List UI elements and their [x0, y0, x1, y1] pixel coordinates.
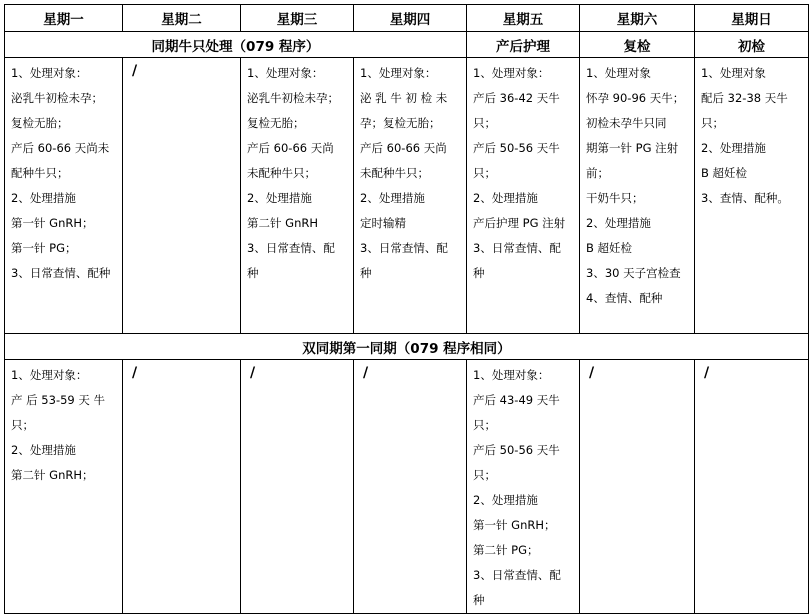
section1-saturday-label: 复检: [580, 32, 695, 58]
s1-thursday-text: 1、处理对象： 泌 乳 牛 初 检 未 孕；复检无胎； 产后 60-66 天尚 未配种牛只； 2、处理措施 定时输精 3、日常查情、配 种: [360, 66, 448, 280]
schedule-table: [4, 4, 809, 614]
s2-friday-cell: [467, 360, 580, 614]
s1-sunday-cell: [695, 58, 809, 334]
s2-tuesday-text: /: [132, 365, 138, 381]
s2-wednesday-text: /: [250, 365, 256, 381]
s2-monday-cell: [5, 360, 123, 614]
s2-thursday-text: /: [363, 365, 369, 381]
header-row: [5, 5, 809, 32]
s2-sunday-cell: [695, 360, 809, 614]
s1-wednesday-cell: [241, 58, 354, 334]
header-friday: 星期五: [467, 5, 580, 32]
header-wednesday: 星期三: [241, 5, 354, 32]
s1-saturday-cell: [580, 58, 695, 334]
s2-wednesday-cell: [241, 360, 354, 614]
s2-saturday-cell: [580, 360, 695, 614]
s1-monday-cell: [5, 58, 123, 334]
s1-tuesday-cell: [123, 58, 241, 334]
section2-body-row: [5, 360, 809, 614]
header-thursday: 星期四: [354, 5, 467, 32]
s2-friday-text: 1、处理对象： 产后 43-49 天牛 只； 产后 50-56 天牛 只； 2、处理措施 第一针 GnRH； 第二针 PG； 3、日常查情、配 种: [473, 368, 561, 607]
section2-label-row: [5, 334, 809, 360]
s1-wednesday-text: 1、处理对象： 泌乳牛初检未孕； 复检无胎； 产后 60-66 天尚 未配种牛只； 2、处理措施 第二针 GnRH 3、日常查情、配 种: [247, 66, 339, 280]
section1-friday-label: 产后护理: [467, 32, 580, 58]
s1-saturday-text: 1、处理对象 怀孕 90-96 天牛； 初检未孕牛只同 期第一针 PG 注射 前； 干奶牛只； 2、处理措施 B 超妊检 3、30 天子宫检查 4、查情、配种: [586, 66, 685, 305]
s1-friday-text: 1、处理对象： 产后 36-42 天牛 只； 产后 50-56 天牛 只； 2、处理措施 产后护理 PG 注射 3、日常查情、配 种: [473, 66, 566, 280]
s2-tuesday-cell: [123, 360, 241, 614]
header-tuesday: 星期二: [123, 5, 241, 32]
section1-sunday-label: 初检: [695, 32, 809, 58]
s2-saturday-text: /: [589, 365, 595, 381]
section1-title: 同期牛只处理（079 程序）: [5, 32, 467, 58]
header-sunday: 星期日: [695, 5, 809, 32]
s1-monday-text: 1、处理对象： 泌乳牛初检未孕； 复检无胎； 产后 60-66 天尚未 配种牛只； 2、处理措施 第一针 GnRH； 第一针 PG； 3、日常查情、配种: [11, 66, 111, 280]
section2-title: 双同期第一同期（079 程序相同）: [5, 334, 809, 360]
s1-tuesday-text: /: [132, 63, 138, 79]
s1-sunday-text: 1、处理对象 配后 32-38 天牛 只； 2、处理措施 B 超妊检 3、查情、配种。: [701, 66, 789, 205]
header-saturday: 星期六: [580, 5, 695, 32]
s1-thursday-cell: [354, 58, 467, 334]
section1-label-row: [5, 32, 809, 58]
header-monday: 星期一: [5, 5, 123, 32]
s1-friday-cell: [467, 58, 580, 334]
s2-sunday-text: /: [704, 365, 710, 381]
section1-body-row: [5, 58, 809, 334]
s2-thursday-cell: [354, 360, 467, 614]
s2-monday-text: 1、处理对象： 产 后 53-59 天 牛 只； 2、处理措施 第二针 GnRH；: [11, 368, 106, 482]
